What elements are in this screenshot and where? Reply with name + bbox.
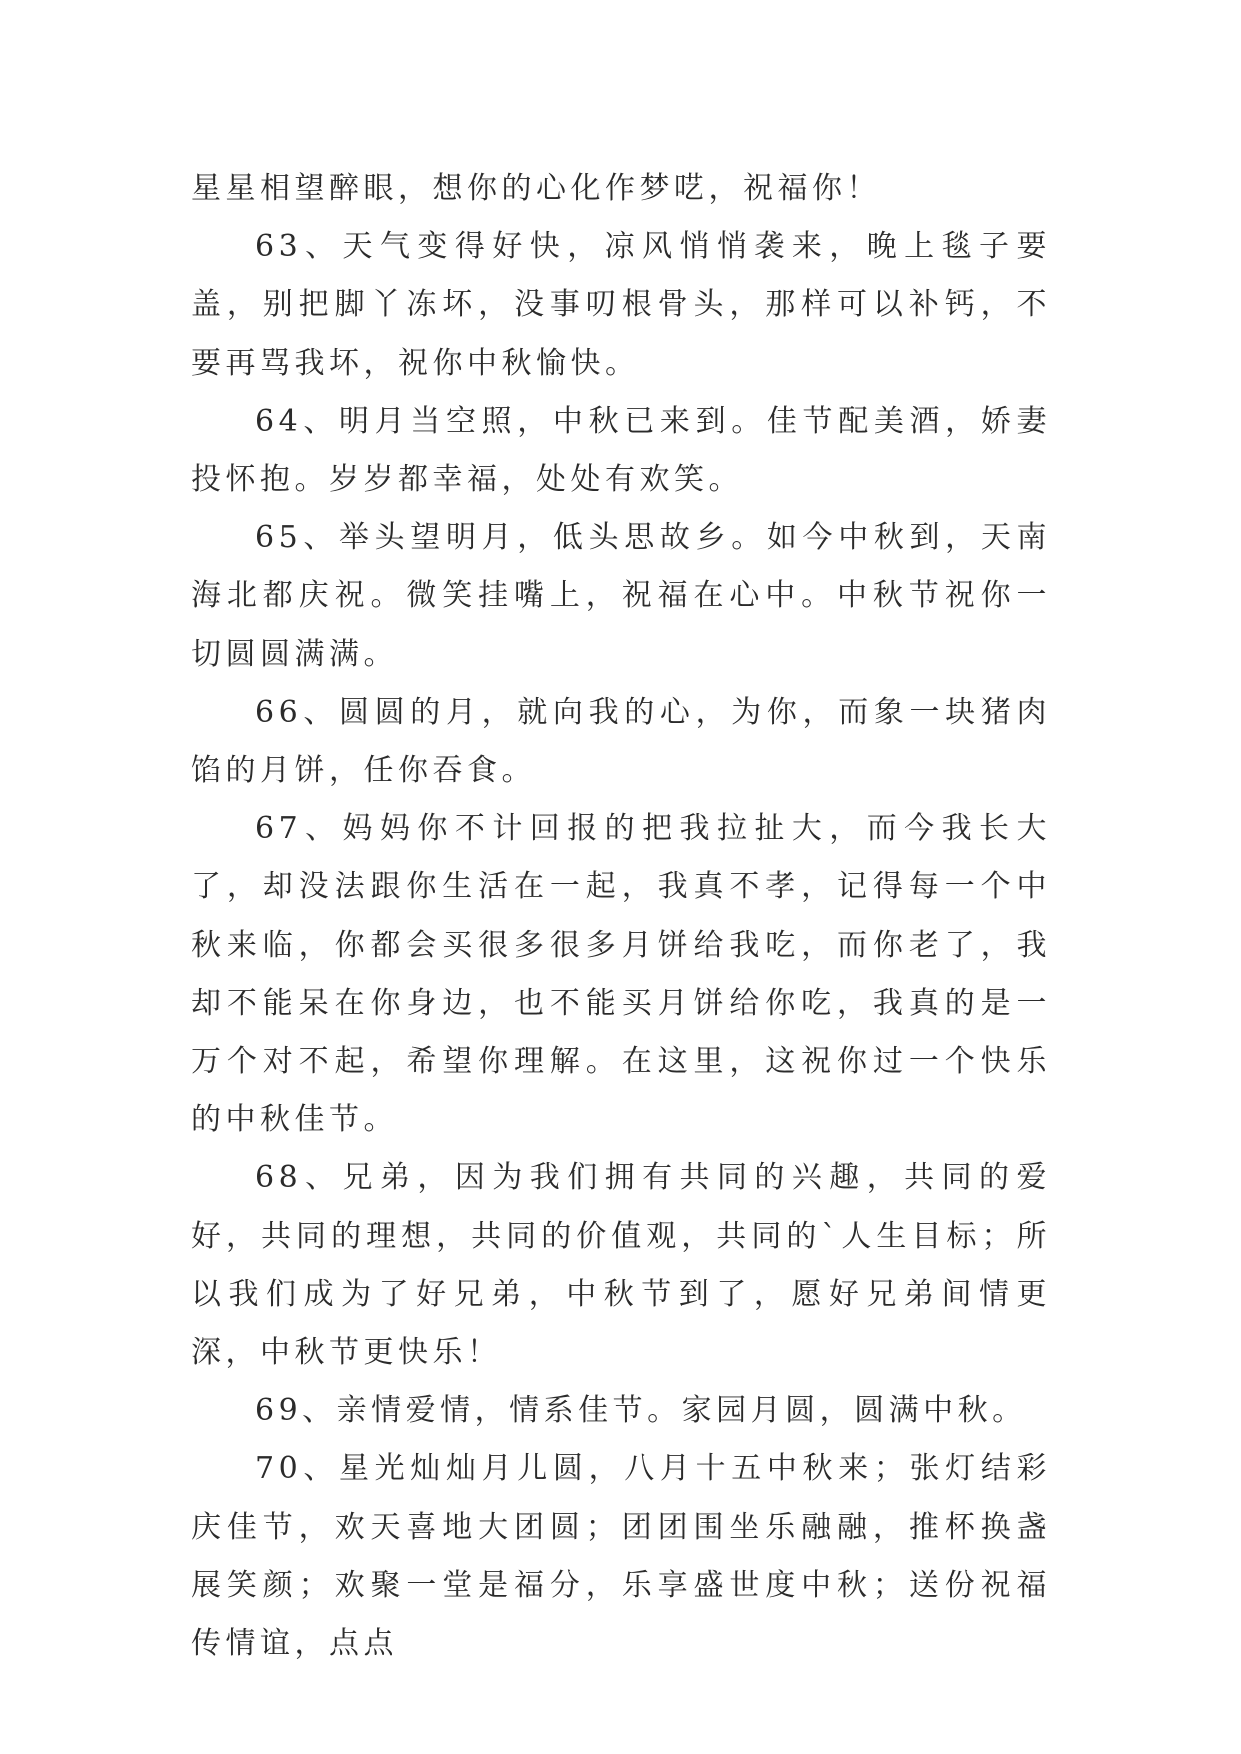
paragraph-63: 63、天气变得好快，凉风悄悄袭来，晚上毯子要盖，别把脚丫冻坏，没事叨根骨头，那样可以补钙，不要再骂我坏，祝你中秋愉快。 (191, 229, 1051, 381)
document-body (191, 160, 1051, 1673)
paragraph-69: 69、亲情爱情，情系佳节。家园月圆，圆满中秋。 (255, 1393, 1027, 1429)
paragraph-66: 66、圆圆的月，就向我的心，为你，而象一块猪肉馅的月饼，任你吞食。 (191, 694, 1051, 789)
paragraph-70: 70、星光灿灿月儿圆，八月十五中秋来；张灯结彩庆佳节，欢天喜地大团圆；团团围坐乐融融，推杯换盏展笑颜；欢聚一堂是福分，乐享盛世度中秋；送份祝福传情谊，点点 (191, 1451, 1051, 1662)
paragraph-continued: 星星相望醉眼，想你的心化作梦呓，祝福你！ (191, 171, 881, 206)
paragraph-65: 65、举头望明月，低头思故乡。如今中秋到，天南海北都庆祝。微笑挂嘴上，祝福在心中。中秋节祝你一切圆圆满满。 (191, 520, 1051, 672)
paragraph-68: 68、兄弟，因为我们拥有共同的兴趣，共同的爱好，共同的理想，共同的价值观，共同的`人生目标；所以我们成为了好兄弟，中秋节到了，愿好兄弟间情更深，中秋节更快乐！ (191, 1160, 1051, 1371)
paragraph-67: 67、妈妈你不计回报的把我拉扯大，而今我长大了，却没法跟你生活在一起，我真不孝，记得每一个中秋来临，你都会买很多很多月饼给我吃，而你老了，我却不能呆在你身边，也不能买月饼给你吃，我真的是一万个对不起，希望你理解。在这里，这祝你过一个快乐的中秋佳节。 (191, 811, 1051, 1138)
paragraph-64: 64、明月当空照，中秋已来到。佳节配美酒，娇妻投怀抱。岁岁都幸福，处处有欢笑。 (191, 403, 1051, 498)
